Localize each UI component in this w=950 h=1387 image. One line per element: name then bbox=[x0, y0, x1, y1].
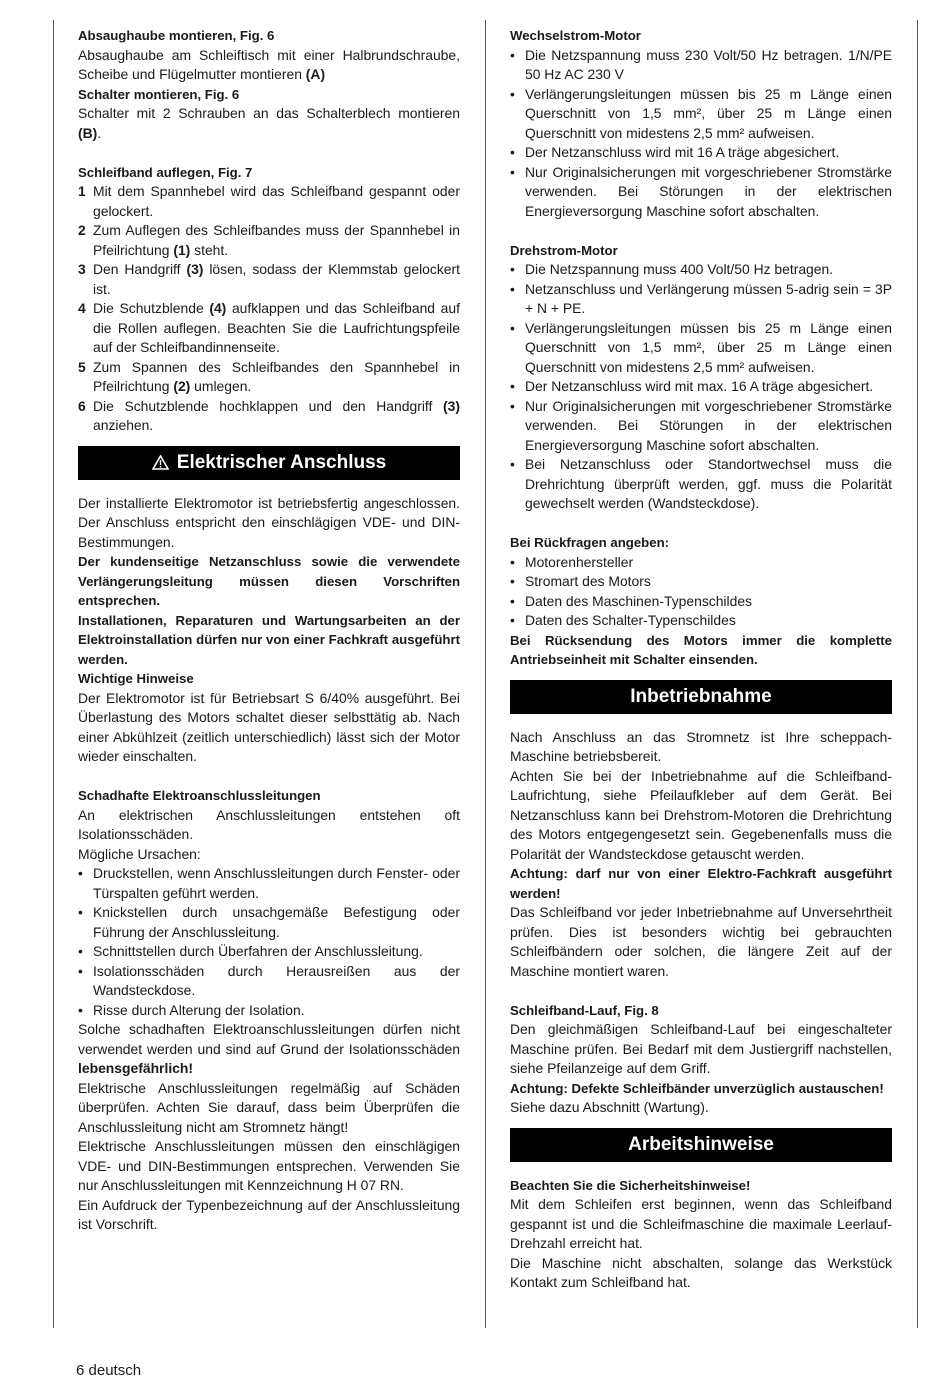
ac-item: • Verlängerungsleitungen müssen bis 25 m Länge einen Querschnitt von 1,5 mm², über 25 m Länge einen Querschnitt von midestens 2,5 mm² aufweisen. bbox=[510, 85, 892, 141]
run-title: Schleifband-Lauf, Fig. 8 bbox=[510, 1002, 659, 1018]
cause-item: • Isolationsschäden durch Herausreißen aus der Wandsteckdose. bbox=[78, 962, 460, 998]
bullet-icon: • bbox=[510, 378, 515, 394]
start-warn: Achtung: darf nur von einer Elektro-Fachkraft ausgeführt werden! bbox=[510, 866, 892, 901]
warning-triangle-icon bbox=[152, 447, 169, 481]
run-warn: Achtung: Defekte Schleifbänder unverzüglich austauschen! bbox=[510, 1080, 884, 1096]
query-item: • Daten des Maschinen-Typenschildes bbox=[510, 592, 892, 612]
start-heading: Inbetriebnahme bbox=[630, 685, 772, 707]
step-number: 3 bbox=[78, 261, 86, 277]
switch-title: Schalter montieren, Fig. 6 bbox=[78, 86, 240, 102]
elec-rule: Der kundenseitige Netzanschluss sowie die verwendete Verlängerungsleitung müssen diesen Vorschriften entsprechen. bbox=[78, 554, 460, 608]
ac-item: • Nur Originalsicherungen mit vorgeschriebener Stromstärke verwenden. Bei Störungen in der elektrischen Energieversorgung Maschine sofort abschalten. bbox=[510, 163, 892, 219]
bullet-icon: • bbox=[510, 144, 515, 160]
bullet-icon: • bbox=[510, 280, 515, 297]
electrical-banner bbox=[78, 446, 460, 480]
dc-item: • Netzanschluss und Verlängerung müssen 5-adrig sein = 3P + N + PE. bbox=[510, 280, 892, 316]
danger-text: Solche schadhaften Elektroanschlussleitungen dürfen nicht verwendet werden und sind auf Grund der Isolationsschäden lebensgefährlich! bbox=[78, 1021, 460, 1076]
band-step: 6 Die Schutzblende hochklappen und den Handgriff (3) anziehen. bbox=[78, 397, 460, 433]
work-p1: Mit dem Schleifen erst beginnen, wenn das Schleifband gespannt ist und die Schleifmaschine die maximale Leerlauf-Drehzahl erreicht hat. bbox=[510, 1196, 892, 1251]
bullet-icon: • bbox=[510, 163, 515, 180]
page-footer: 6 deutsch bbox=[76, 1362, 142, 1379]
hood-text: Absaughaube am Schleiftisch mit einer Halbrundschraube, Scheibe und Flügelmutter montieren (A) bbox=[78, 46, 460, 82]
ac-title: Wechselstrom-Motor bbox=[510, 28, 641, 43]
run-see: Siehe dazu Abschnitt (Wartung). bbox=[510, 1099, 709, 1115]
step-number: 4 bbox=[78, 300, 86, 316]
bullet-icon: • bbox=[510, 85, 515, 102]
start-banner bbox=[510, 680, 892, 714]
bullet-icon: • bbox=[510, 573, 515, 589]
causes-list bbox=[78, 864, 460, 1020]
run-text: Den gleichmäßigen Schleifband-Lauf bei eingeschalteter Maschine prüfen. Bei Bedarf mit dem Justiergriff nachstellen, siehe Pfeilanzeige auf dem Griff. bbox=[510, 1021, 892, 1076]
query-item: • Motorenhersteller bbox=[510, 553, 892, 573]
right-column bbox=[510, 26, 892, 1293]
band-steps-list bbox=[78, 182, 460, 436]
band-step: 2 Zum Auflegen des Schleifbandes muss der Spannhebel in Pfeilrichtung (1) steht. bbox=[78, 222, 460, 258]
print-text: Ein Aufdruck der Typenbezeichnung auf der Anschlussleitung ist Vorschrift. bbox=[78, 1196, 460, 1232]
query-item: • Stromart des Motors bbox=[510, 572, 892, 592]
ac-item: • Die Netzspannung muss 230 Volt/50 Hz betragen. 1/N/PE 50 Hz AC 230 V bbox=[510, 46, 892, 82]
bullet-icon: • bbox=[510, 319, 515, 336]
work-heading: Arbeitshinweise bbox=[628, 1133, 774, 1155]
work-banner bbox=[510, 1128, 892, 1162]
hint-title: Wichtige Hinweise bbox=[78, 671, 194, 686]
step-number: 1 bbox=[78, 183, 86, 199]
dc-item: • Bei Netzanschluss oder Standortwechsel muss die Drehrichtung überprüft werden, ggf. muss die Polarität gewechselt werden (Wandsteckdose). bbox=[510, 456, 892, 511]
electrical-heading: Elektrischer Anschluss bbox=[176, 451, 387, 473]
cause-item: • Knickstellen durch unsachgemäße Befestigung oder Führung der Anschlussleitung. bbox=[78, 904, 460, 940]
dc-item: • Die Netzspannung muss 400 Volt/50 Hz betragen. bbox=[510, 260, 892, 280]
check-text: Elektrische Anschlussleitungen regelmäßig auf Schäden überprüfen. Achten Sie darauf, dass beim Überprüfen die Anschlussleitung nicht am Stromnetz hängt! bbox=[78, 1079, 460, 1135]
work-title: Beachten Sie die Sicherheitshinweise! bbox=[510, 1177, 751, 1193]
bullet-icon: • bbox=[78, 943, 83, 959]
dc-title: Drehstrom-Motor bbox=[510, 242, 618, 258]
bullet-icon: • bbox=[78, 1001, 83, 1018]
dc-item: • Verlängerungsleitungen müssen bis 25 m Länge einen Querschnitt von 1,5 mm², über 25 m Länge einen Querschnitt von midestens 2,5 mm² aufweisen. bbox=[510, 319, 892, 375]
query-title: Bei Rückfragen angeben: bbox=[510, 535, 670, 550]
ac-item: • Der Netzanschluss wird mit 16 A träge abgesichert. bbox=[510, 143, 892, 163]
ac-list bbox=[510, 46, 892, 222]
bullet-icon: • bbox=[510, 456, 515, 472]
step-number: 6 bbox=[78, 397, 86, 414]
bullet-icon: • bbox=[510, 261, 515, 277]
cause-item: • Druckstellen, wenn Anschlussleitungen durch Fenster- oder Türspalten geführt werden. bbox=[78, 865, 460, 901]
hood-title: Absaughaube montieren, Fig. 6 bbox=[78, 28, 275, 43]
damage-title: Schadhafte Elektroanschlussleitungen bbox=[78, 788, 321, 803]
band-step: 3 Den Handgriff (3) lösen, sodass der Klemmstab gelockert ist. bbox=[78, 261, 460, 297]
cause-item: • Risse durch Alterung der Isolation. bbox=[78, 1001, 460, 1021]
start-p1: Nach Anschluss an das Stromnetz ist Ihre scheppach-Maschine betriebsbereit. bbox=[510, 728, 892, 764]
bullet-icon: • bbox=[510, 397, 515, 414]
bullet-icon: • bbox=[510, 592, 515, 609]
step-number: 2 bbox=[78, 222, 86, 238]
elec-install: Installationen, Reparaturen und Wartungsarbeiten an der Elektroinstallation dürfen nur von einer Fachkraft ausgeführt werden. bbox=[78, 612, 460, 667]
vde-text: Elektrische Anschlussleitungen müssen den einschlägigen VDE- und DIN-Bestimmungen entsprechen. Verwenden Sie nur Anschlussleitungen mit Kennzeichnung H 07 RN. bbox=[78, 1138, 460, 1193]
band-step: 1 Mit dem Spannhebel wird das Schleifband gespannt oder gelockert. bbox=[78, 183, 460, 219]
dc-list bbox=[510, 260, 892, 514]
band-title: Schleifband auflegen, Fig. 7 bbox=[78, 164, 253, 180]
cause-item: • Schnittstellen durch Überfahren der Anschlussleitung. bbox=[78, 942, 460, 962]
bullet-icon: • bbox=[510, 46, 515, 63]
work-p2: Die Maschine nicht abschalten, solange das Werkstück Kontakt zum Schleifband hat. bbox=[510, 1254, 892, 1290]
bullet-icon: • bbox=[78, 865, 83, 881]
dc-item: • Nur Originalsicherungen mit vorgeschriebener Stromstärke verwenden. Bei Störungen in der elektrischen Energieversorgung Maschine sofort abschalten. bbox=[510, 397, 892, 453]
center-column-rule bbox=[485, 20, 486, 1328]
bullet-icon: • bbox=[78, 962, 83, 979]
band-step: 4 Die Schutzblende (4) aufklappen und das Schleifband auf die Rollen auflegen. Beachten Sie die Laufrichtungspfeile auf der Schleifbandinnenseite. bbox=[78, 300, 460, 355]
bullet-icon: • bbox=[78, 904, 83, 920]
left-column bbox=[78, 26, 460, 1235]
causes-label: Mögliche Ursachen: bbox=[78, 845, 201, 862]
damage-text: An elektrischen Anschlussleitungen entstehen oft Isolationsschäden. bbox=[78, 806, 460, 842]
right-column-rule bbox=[917, 20, 918, 1328]
switch-text: Schalter mit 2 Schrauben an das Schalterblech montieren (B). bbox=[78, 105, 460, 141]
bullet-icon: • bbox=[510, 612, 515, 628]
left-column-rule bbox=[53, 20, 54, 1328]
elec-intro: Der installierte Elektromotor ist betriebsfertig angeschlossen. Der Anschluss entspricht den einschlägigen VDE- und DIN-Bestimmungen. bbox=[78, 494, 460, 550]
start-p2: Achten Sie bei der Inbetriebnahme auf die Schleifband-Laufrichtung, siehe Pfeilaufkleber auf dem Gerät. Bei Netzanschluss kann bei Drehstrom-Motoren die Drehrichtung des Motors entgegengesetzt sein. Gegebenenfalls muss die Polarität der Wandsteckdose getauscht werden. bbox=[510, 767, 892, 862]
return-text: Bei Rücksendung des Motors immer die komplette Antriebseinheit mit Schalter einsenden. bbox=[510, 632, 892, 667]
bullet-icon: • bbox=[510, 553, 515, 570]
query-item: • Daten des Schalter-Typenschildes bbox=[510, 611, 892, 631]
band-step: 5 Zum Spannen des Schleifbandes den Spannhebel in Pfeilrichtung (2) umlegen. bbox=[78, 358, 460, 394]
step-number: 5 bbox=[78, 358, 86, 375]
query-list bbox=[510, 553, 892, 631]
start-p3: Das Schleifband vor jeder Inbetriebnahme auf Unversehrtheit prüfen. Dies ist besonders wichtig bei gebrauchten Schleifbändern oder solchen, die längere Zeit auf der Maschine montiert waren. bbox=[510, 904, 892, 979]
hint-text: Der Elektromotor ist für Betriebsart S 6/40% ausgeführt. Bei Überlastung des Motors schaltet dieser selbsttätig ab. Nach einer Abkühlzeit (zeitlich unterschiedlich) lässt sich der Motor wieder einschalten. bbox=[78, 689, 460, 764]
dc-item: • Der Netzanschluss wird mit max. 16 A träge abgesichert. bbox=[510, 377, 892, 397]
